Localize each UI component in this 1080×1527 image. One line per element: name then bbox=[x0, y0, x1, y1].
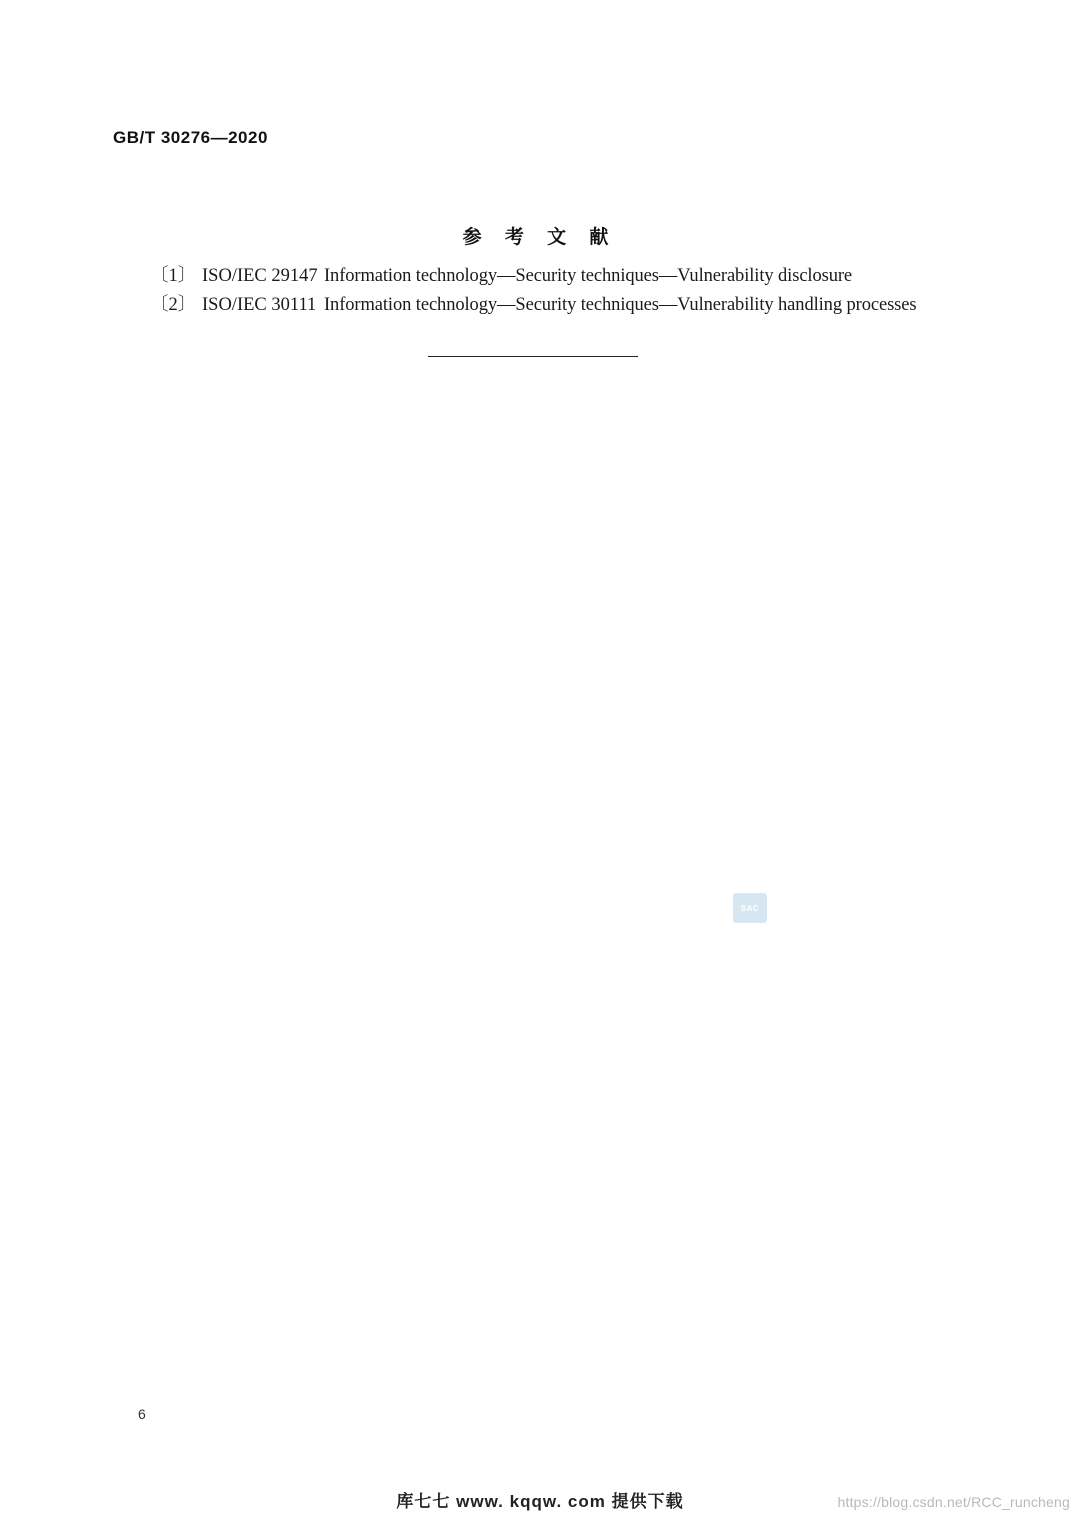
section-end-rule bbox=[428, 356, 638, 357]
page-number: 6 bbox=[138, 1406, 146, 1422]
footer-source-url: https://blog.csdn.net/RCC_runcheng bbox=[837, 1494, 1070, 1510]
reference-text: Information technology—Security techniques—Vulnerability handling processes bbox=[324, 295, 917, 315]
page-title: 参 考 文 献 bbox=[462, 227, 618, 248]
reference-list bbox=[150, 262, 1010, 320]
reference-identifier: ISO/IEC 29147 bbox=[202, 266, 318, 286]
reference-text: Information technology—Security techniques—Vulnerability disclosure bbox=[324, 266, 853, 286]
sac-watermark-icon: SAC bbox=[733, 893, 767, 923]
footer-download-text: 库七七 www. kqqw. com 提供下载 bbox=[396, 1492, 684, 1511]
reference-identifier: ISO/IEC 30111 bbox=[202, 295, 317, 315]
reference-number: 〔2〕 bbox=[150, 295, 197, 315]
reference-number: 〔1〕 bbox=[150, 266, 197, 286]
list-item bbox=[150, 262, 1010, 291]
standard-code: GB/T 30276—2020 bbox=[113, 128, 268, 147]
list-item bbox=[150, 291, 1010, 320]
